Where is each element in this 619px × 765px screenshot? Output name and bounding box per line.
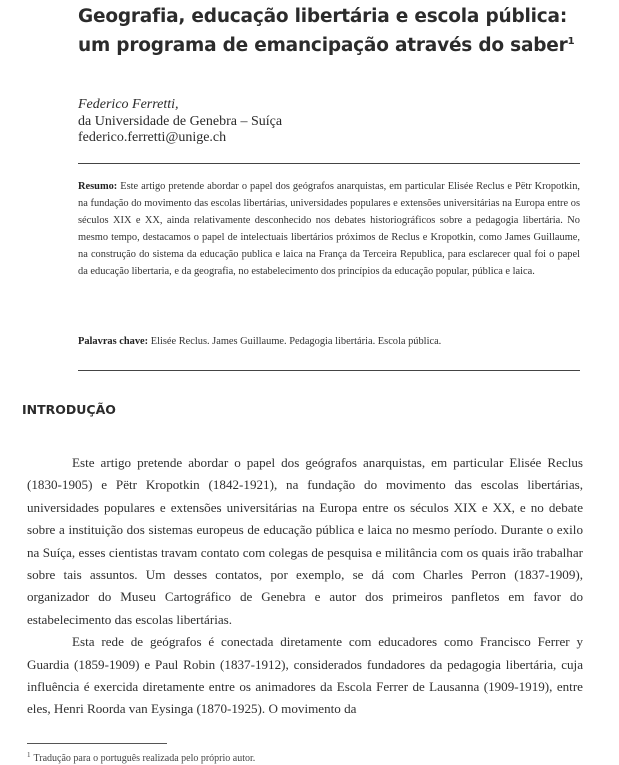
section-heading: INTRODUÇÃO [22,402,116,417]
title-line-1: Geografia, educação libertária e escola pública: [78,6,568,27]
author-email[interactable]: federico.ferretti@unige.ch [78,130,227,145]
paragraph: Este artigo pretende abordar o papel dos geógrafos anarquistas, em particular Elisée Reclus (1830-1905) e Pëtr Kropotkin (1842-1921), na fundação do movimento das escolas libertárias, universidades populares e extensões universitárias na Europa entre os séculos XIX e XX, e no debate sobre a instituição dos sistemas europeus de educação pública e laica no mesmo período. Durante o exilo na Suíça, esses cientistas travam contato com colegas de pesquisa e militância com os quais irão trabalhar sobre tais assuntos. Um desses contatos, por exemplo, se dá com Charles Perron (1837-1909), organizador do Museu Cartográfico de Genebra e autor dos primeiros panfletos em favor do estabelecimento das escolas libertárias. [27,455,583,627]
footnote-mark: 1 [27,751,31,759]
abstract [78,178,580,281]
author-name: Federico Ferretti, [78,97,179,112]
bottom-divider [78,370,580,371]
title-footnote-mark[interactable]: 1 [567,36,575,47]
keywords-label: Palavras chave: [78,336,149,347]
article-title [78,4,598,58]
author-block [78,97,282,147]
title-line-2 [78,29,598,58]
author-affiliation: da Universidade de Genebra – Suíça [78,113,283,129]
keywords-text: Elisée Reclus. James Guillaume. Pedagogia libertária. Escola pública. [148,336,442,347]
abstract-text: Este artigo pretende abordar o papel dos geógrafos anarquistas, em particular Elisée Reclus e Pëtr Kropotkin, na fundação do movimento das escolas libertárias, universidades populares e extensões universitárias na Europa entre os séculos XIX e XX, ainda relativamente desconhecido nos debates historiográficos sobre a pedagogia libertária. No mesmo tempo, destacamos o papel de intelectuais libertários próximos de Reclus e Kropotkin, como James Guillaume, na construção do sistema da educação publica e laica na França da Terceira Republica, para esclarecer qual foi o papel da educação libertaria, e da geografia, no estabelecimento dos princípios da educação popular, pública e laica. [78,181,580,278]
top-divider [78,163,580,164]
keywords [78,334,580,350]
abstract-label: Resumo: [78,181,118,192]
body-text [27,452,583,721]
paragraph: Esta rede de geógrafos é conectada diretamente com educadores como Francisco Ferrer y Guardia (1859-1909) e Paul Robin (1837-1912), considerados fundadores da pedagogia libertária, cuja influência é exercida diretamente entre os animadores da Escola Ferrer de Lausanna (1909-1919), entre eles, Henri Roorda van Eysinga (1870-1925). O movimento da [27,634,583,717]
footnote-text: Tradução para o português realizada pelo próprio autor. [33,753,256,764]
footnote [27,749,255,765]
footnote-divider [27,743,167,744]
title-line-2-text: um programa de emancipação através do saber [78,35,568,56]
